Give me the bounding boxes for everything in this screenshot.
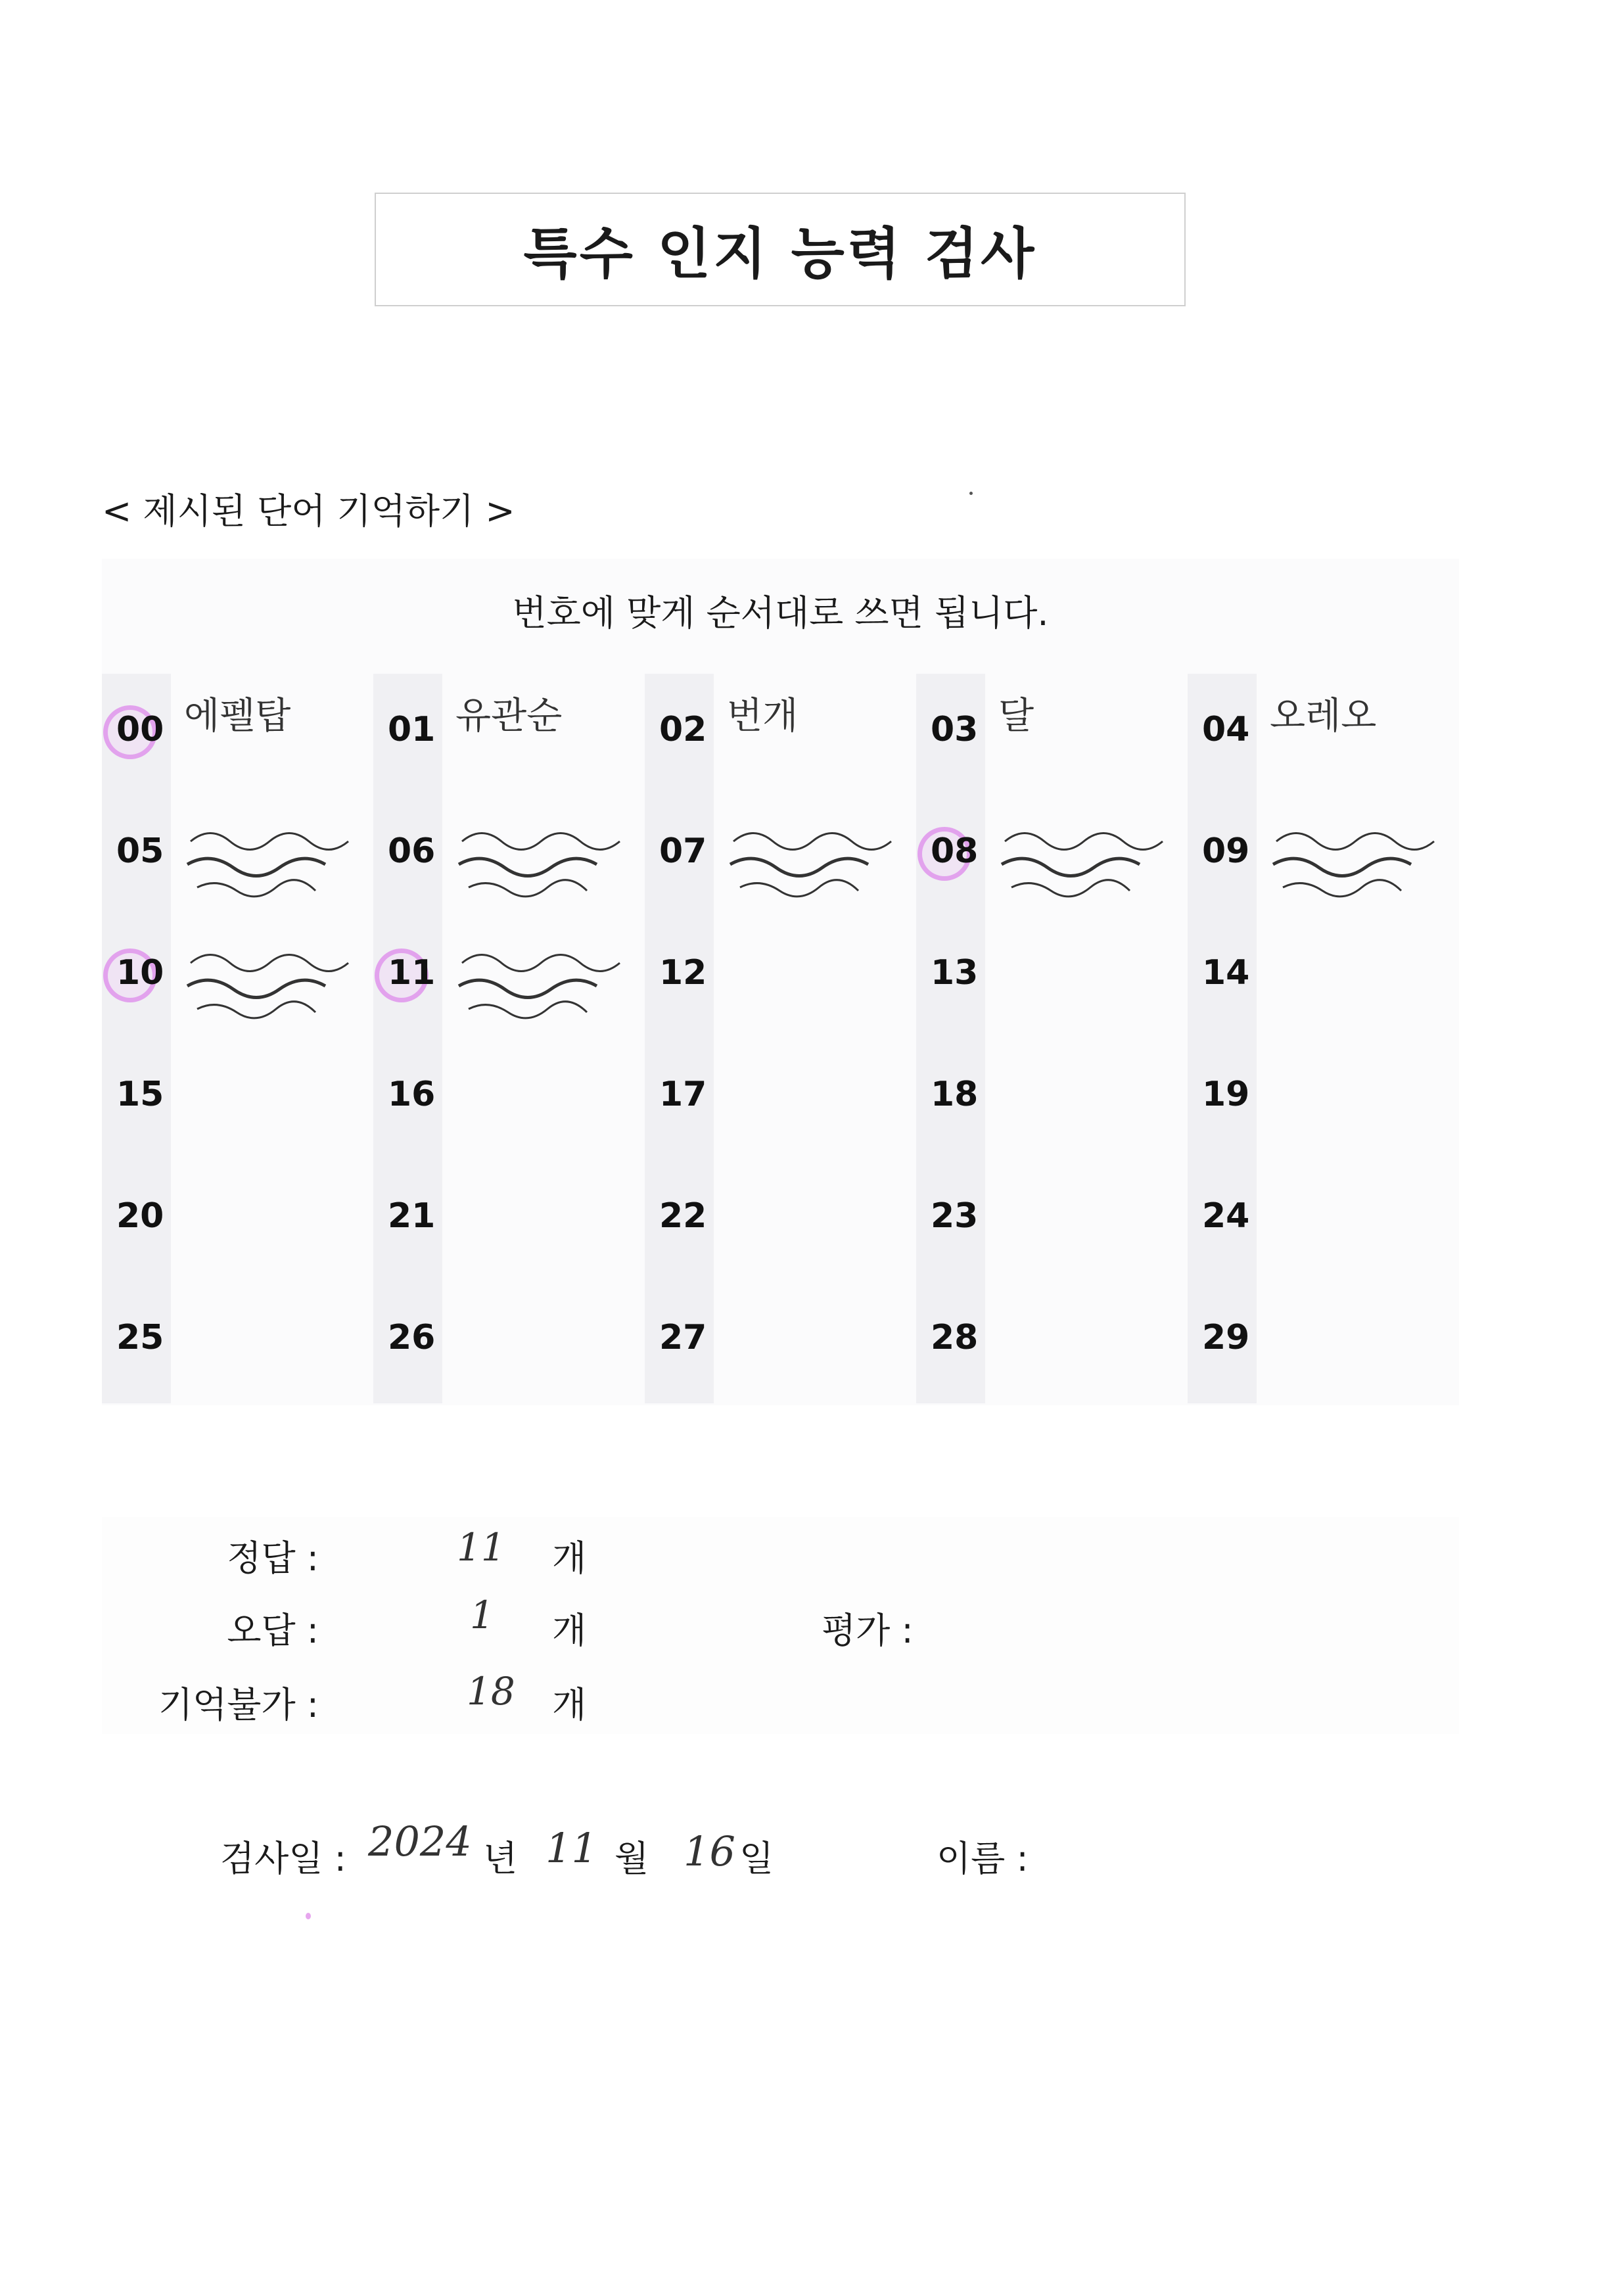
crossed-out-handwriting: [1263, 802, 1460, 914]
correct-unit: 개: [552, 1537, 587, 1579]
word-grid-panel: [102, 559, 1459, 1405]
cell-number: 24: [1202, 1196, 1250, 1236]
grid-cell: [373, 1160, 645, 1282]
year-value[interactable]: 2024: [368, 1817, 472, 1865]
grid-cell: [1188, 1039, 1459, 1160]
crossed-out-handwriting: [449, 924, 646, 1035]
grid-cell: [1188, 1160, 1459, 1282]
cell-number: 08: [931, 832, 979, 871]
grid-cell: [102, 917, 373, 1039]
cell-number: 14: [1202, 953, 1250, 993]
grid-cell: [916, 917, 1188, 1039]
cell-number: 26: [388, 1318, 436, 1357]
correct-label: 정답 :: [227, 1537, 319, 1579]
grid-cell: [102, 674, 373, 795]
scribble-stroke: [459, 858, 597, 876]
grid-cell: [102, 795, 373, 917]
scribble-stroke: [462, 955, 620, 972]
evaluation-label: 평가 :: [822, 1610, 914, 1651]
scribble-stroke: [197, 880, 315, 897]
grid-cell: [916, 1039, 1188, 1160]
cell-answer[interactable]: 에펠탑: [184, 695, 291, 738]
cell-number: 17: [659, 1075, 707, 1114]
day-unit: 일: [739, 1838, 774, 1879]
grid-cell: [645, 1039, 916, 1160]
grid-cell: [645, 1160, 916, 1282]
scribble-stroke: [191, 955, 348, 972]
grid-cell: [916, 1282, 1188, 1403]
grid-cell: [645, 674, 916, 795]
scribble-stroke: [197, 1002, 315, 1018]
scribble-stroke: [469, 1002, 587, 1018]
grid-cell: [373, 917, 645, 1039]
instruction-text: 번호에 맞게 순서대로 쓰면 됩니다.: [512, 592, 1049, 634]
grid-cell: [373, 1039, 645, 1160]
grid-cell: [1188, 674, 1459, 795]
scribble-stroke: [740, 880, 858, 897]
wrong-value[interactable]: 1: [470, 1593, 494, 1637]
cell-number: 06: [388, 832, 436, 871]
scribble-stroke: [1283, 880, 1401, 897]
scribble-stroke: [187, 980, 325, 997]
scribble-stroke: [1276, 833, 1434, 850]
scribble-stroke: [459, 980, 597, 997]
cell-number: 09: [1202, 832, 1250, 871]
cell-number: 27: [659, 1318, 707, 1357]
scribble-stroke: [1011, 880, 1130, 897]
grid-cell: [1188, 917, 1459, 1039]
crossed-out-handwriting: [177, 802, 375, 914]
forgot-label: 기억불가 :: [158, 1684, 319, 1725]
cell-number: 00: [116, 710, 164, 749]
cell-number: 18: [931, 1075, 979, 1114]
grid-cell: [373, 795, 645, 917]
cell-answer[interactable]: 번개: [727, 695, 799, 738]
crossed-out-handwriting: [992, 802, 1189, 914]
cell-answer[interactable]: 오레오: [1270, 695, 1377, 738]
grid-cell: [373, 674, 645, 795]
cell-number: 04: [1202, 710, 1250, 749]
grid-cell: [916, 795, 1188, 917]
ink-mark: [969, 492, 973, 495]
grid-cell: [1188, 795, 1459, 917]
forgot-unit: 개: [552, 1684, 587, 1725]
cell-number: 12: [659, 953, 707, 993]
scribble-stroke: [1273, 858, 1411, 876]
day-value[interactable]: 16: [684, 1827, 735, 1875]
cell-number: 19: [1202, 1075, 1250, 1114]
cell-number: 01: [388, 710, 436, 749]
grid-cell: [645, 1282, 916, 1403]
cell-number: 28: [931, 1318, 979, 1357]
scribble-stroke: [730, 858, 868, 876]
cell-number: 07: [659, 832, 707, 871]
scribble-stroke: [1005, 833, 1163, 850]
date-label: 검사일 :: [220, 1838, 346, 1879]
cell-number: 20: [116, 1196, 164, 1236]
grid-cell: [373, 1282, 645, 1403]
scribble-stroke: [191, 833, 348, 850]
grid-cell: [1188, 1282, 1459, 1403]
cell-number: 05: [116, 832, 164, 871]
grid-cell: [102, 1039, 373, 1160]
cell-number: 23: [931, 1196, 979, 1236]
forgot-row: [102, 1669, 1459, 1736]
section-label: < 제시된 단어 기억하기 >: [102, 490, 515, 532]
cell-answer[interactable]: 유관순: [455, 695, 563, 738]
grid-cell: [102, 1282, 373, 1403]
wrong-row: [102, 1593, 1459, 1662]
month-value[interactable]: 11: [545, 1824, 597, 1872]
cell-number: 15: [116, 1075, 164, 1114]
cell-number: 10: [116, 953, 164, 993]
scribble-stroke: [1002, 858, 1140, 876]
cell-number: 02: [659, 710, 707, 749]
cell-number: 25: [116, 1318, 164, 1357]
year-unit: 년: [483, 1838, 518, 1879]
name-label: 이름 :: [937, 1838, 1029, 1879]
month-unit: 월: [615, 1838, 649, 1879]
crossed-out-handwriting: [720, 802, 917, 914]
cell-number: 03: [931, 710, 979, 749]
cell-number: 16: [388, 1075, 436, 1114]
cell-number: 22: [659, 1196, 707, 1236]
correct-row: [102, 1525, 1459, 1589]
results-panel: [102, 1517, 1459, 1734]
cell-number: 11: [388, 953, 436, 993]
forgot-value[interactable]: 18: [467, 1669, 515, 1714]
correct-value[interactable]: 11: [457, 1525, 505, 1570]
grid-cell: [916, 1160, 1188, 1282]
cell-number: 29: [1202, 1318, 1250, 1357]
grid-cell: [645, 795, 916, 917]
cell-number: 21: [388, 1196, 436, 1236]
page-title: 특수 인지 능력 검사: [375, 193, 1186, 306]
grid-cell: [916, 674, 1188, 795]
crossed-out-handwriting: [449, 802, 646, 914]
scribble-stroke: [187, 858, 325, 876]
scribble-stroke: [733, 833, 891, 850]
crossed-out-handwriting: [177, 924, 375, 1035]
ink-mark: [306, 1913, 311, 1919]
cell-number: 13: [931, 953, 979, 993]
wrong-label: 오답 :: [227, 1610, 319, 1651]
scribble-stroke: [462, 833, 620, 850]
cell-answer[interactable]: 달: [998, 695, 1034, 738]
wrong-unit: 개: [552, 1610, 587, 1651]
scribble-stroke: [469, 880, 587, 897]
grid-cell: [645, 917, 916, 1039]
grid-cell: [102, 1160, 373, 1282]
